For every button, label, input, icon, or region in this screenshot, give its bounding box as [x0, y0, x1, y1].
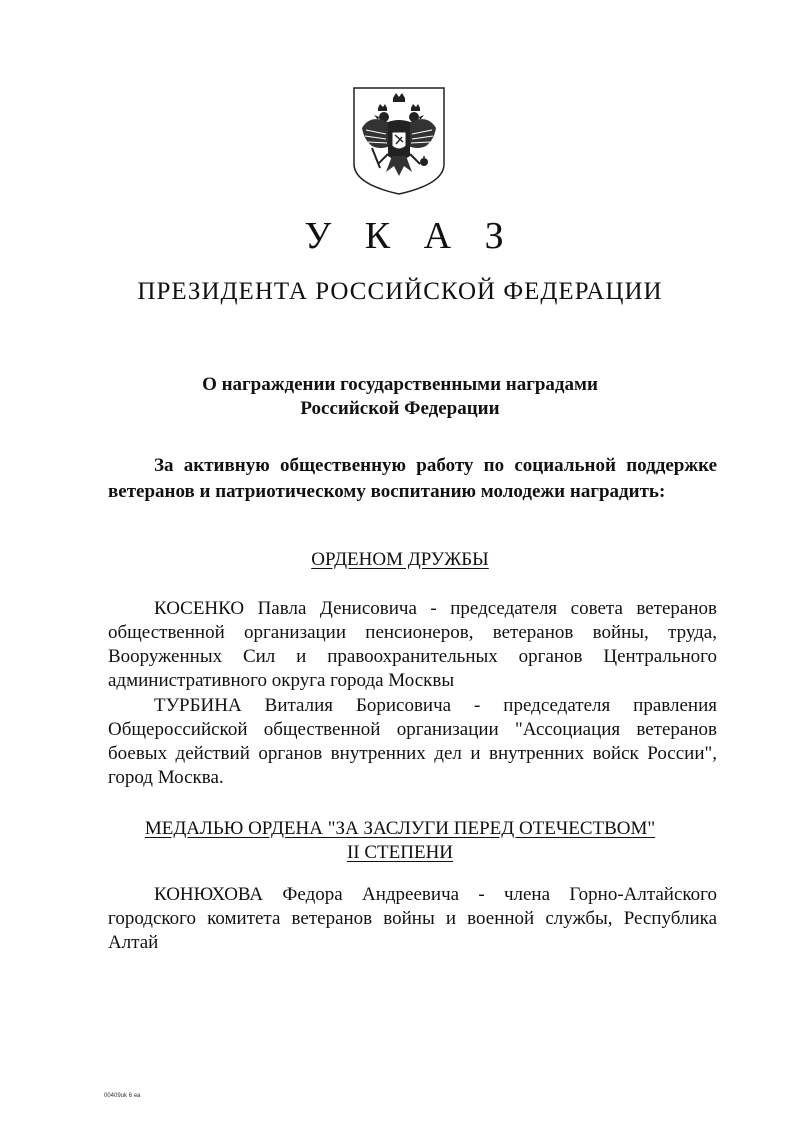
award-name-line-1: МЕДАЛЬЮ ОРДЕНА "ЗА ЗАСЛУГИ ПЕРЕД ОТЕЧЕСТВОМ" — [144, 818, 656, 839]
award-name: ОРДЕНОМ ДРУЖБЫ — [311, 549, 489, 570]
heading-line-1: О награждении государственными наградами — [202, 374, 598, 395]
decree-text: За активную общественную работу по социальной поддержке ветеранов и патриотическому воспитанию молодежи наградить: — [108, 455, 717, 502]
award-medal-of-order — [0, 817, 800, 865]
award-recipient-entry: КОНЮХОВА Федора Андреевича - члена Горно-Алтайского городского комитета ветеранов войны и военной службы, Республика Алтай — [108, 884, 717, 953]
decree-heading — [0, 373, 800, 421]
document-title: У К А З — [304, 215, 516, 257]
award-recipient-entry: КОСЕНКО Павла Денисовича - председателя совета ветеранов общественной организации пенсионеров, ветеранов войны, труда, Вооруженных Сил и правоохранительных органов Центрального административного округа города Москвы — [108, 598, 717, 691]
double-headed-eagle-icon — [350, 84, 448, 198]
heading-line-2: Российской Федерации — [300, 398, 500, 419]
coat-of-arms-emblem — [350, 84, 448, 198]
document-subtitle: ПРЕЗИДЕНТА РОССИЙСКОЙ ФЕДЕРАЦИИ — [137, 278, 663, 305]
document-code: 00409uk 6 ea — [104, 1093, 141, 1099]
award-order-of-friendship — [0, 548, 800, 572]
award-recipient-entry: ТУРБИНА Виталия Борисовича - председателя правления Общероссийской общественной организации "Ассоциация ветеранов боевых действий органов внутренних дел и внутренних войск России", город Москва. — [108, 695, 717, 788]
award-name-line-2: II СТЕПЕНИ — [346, 842, 454, 863]
